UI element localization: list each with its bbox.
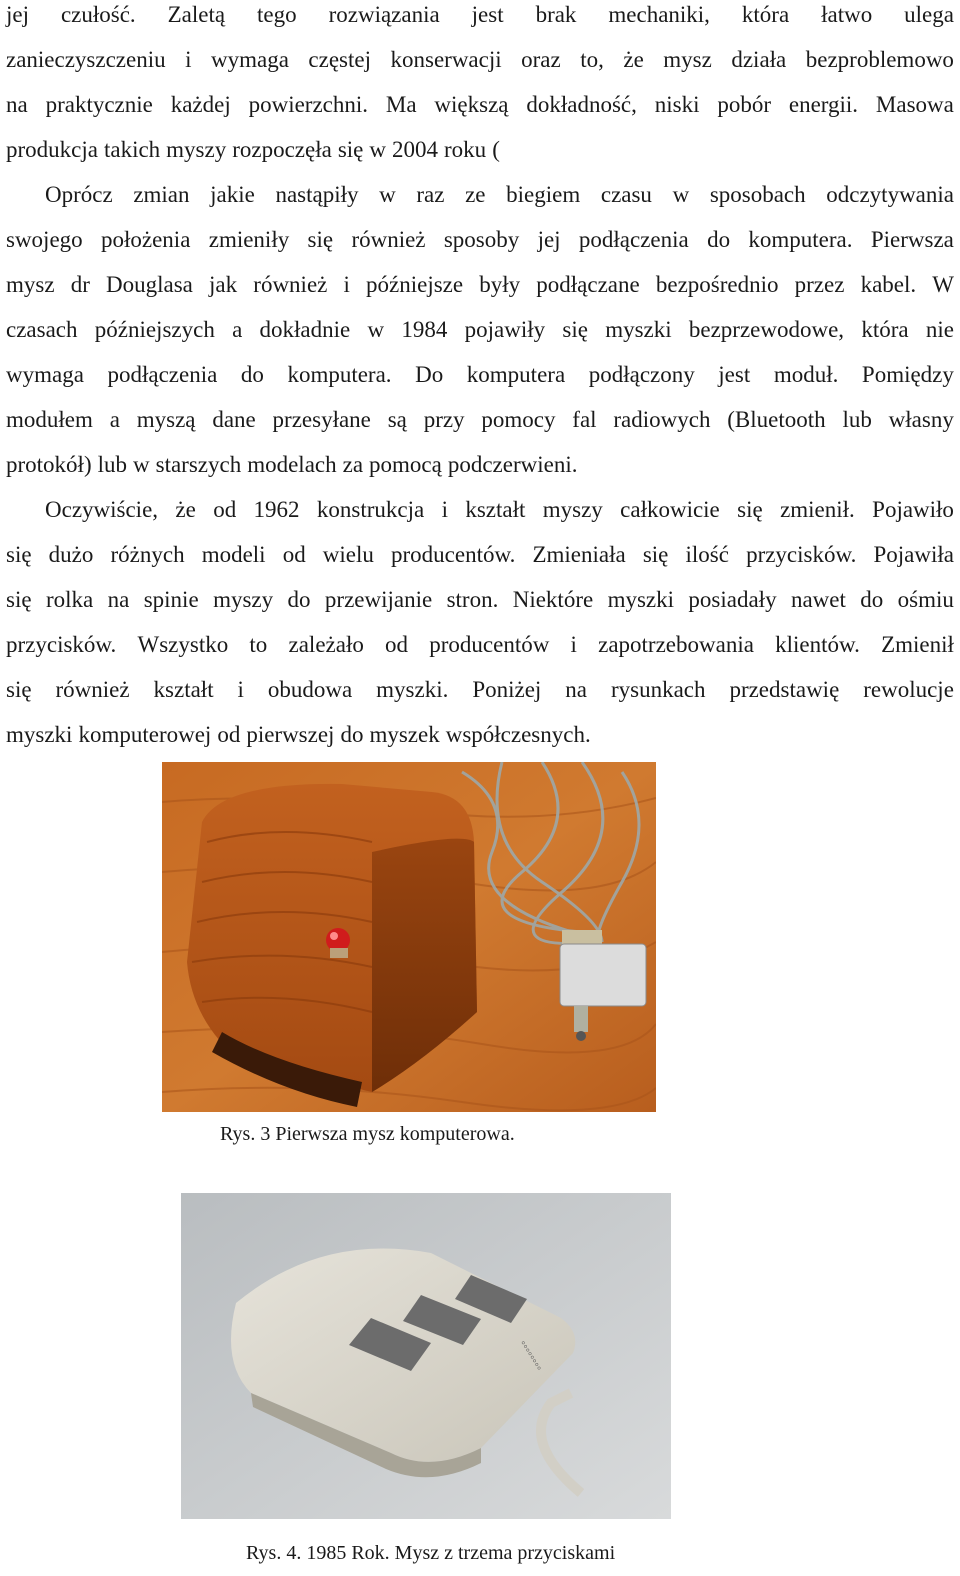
svg-text:◦◦◦◦◦◦◦◦: ◦◦◦◦◦◦◦◦ xyxy=(516,1337,547,1374)
text-line: swojego położenia zmieniły się również sposoby jej podłączenia do komputera. Pierwsza xyxy=(6,227,954,252)
text-line: produkcja takich myszy rozpoczęła się w 2004 roku ( xyxy=(6,137,500,162)
text-line: Oprócz zmian jakie nastąpiły w raz ze biegiem czasu w sposobach odczytywania xyxy=(45,182,954,207)
text-line: Oczywiście, że od 1962 konstrukcja i kształt myszy całkowicie się zmienił. Pojawiło xyxy=(45,497,954,522)
figure-first-mouse-photo xyxy=(162,762,656,1112)
figure-caption: Rys. 3 Pierwsza mysz komputerowa. xyxy=(220,1123,515,1145)
text-line: czasach późniejszych a dokładnie w 1984 pojawiły się myszki bezprzewodowe, która nie xyxy=(6,317,954,342)
figure-caption: Rys. 4. 1985 Rok. Mysz z trzema przyciskami xyxy=(246,1542,616,1564)
text-line: jej czułość. Zaletą tego rozwiązania jest brak mechaniki, która łatwo ulega xyxy=(6,2,954,27)
text-line: wymaga podłączenia do komputera. Do komputera podłączony jest moduł. Pomiędzy xyxy=(6,362,954,387)
text-line: mysz dr Douglasa jak również i późniejsze były podłączane bezpośrednio przez kabel. W xyxy=(6,272,954,297)
text-line: się rolka na spinie myszy do przewijanie stron. Niektóre myszki posiadały nawet do ośmiu xyxy=(6,587,954,612)
text-line: protokół) lub w starszych modelach za pomocą podczerwieni. xyxy=(6,452,578,477)
text-line: się dużo różnych modeli od wielu producentów. Zmieniała się ilość przycisków. Pojawiła xyxy=(6,542,954,567)
text-line: zanieczyszczeniu i wymaga częstej konserwacji oraz to, że mysz działa bezproblemowo xyxy=(6,47,954,72)
text-line: przycisków. Wszystko to zależało od producentów i zapotrzebowania klientów. Zmienił xyxy=(6,632,954,657)
figure-three-button-mouse-photo xyxy=(181,1193,671,1519)
text-line: myszki komputerowej od pierwszej do myszek współczesnych. xyxy=(6,722,591,747)
text-line: się również kształt i obudowa myszki. Poniżej na rysunkach przedstawię rewolucje xyxy=(6,677,954,702)
text-line: modułem a myszą dane przesyłane są przy pomocy fal radiowych (Bluetooth lub własny xyxy=(6,407,954,432)
text-line: na praktycznie każdej powierzchni. Ma większą dokładność, niski pobór energii. Masowa xyxy=(6,92,954,117)
